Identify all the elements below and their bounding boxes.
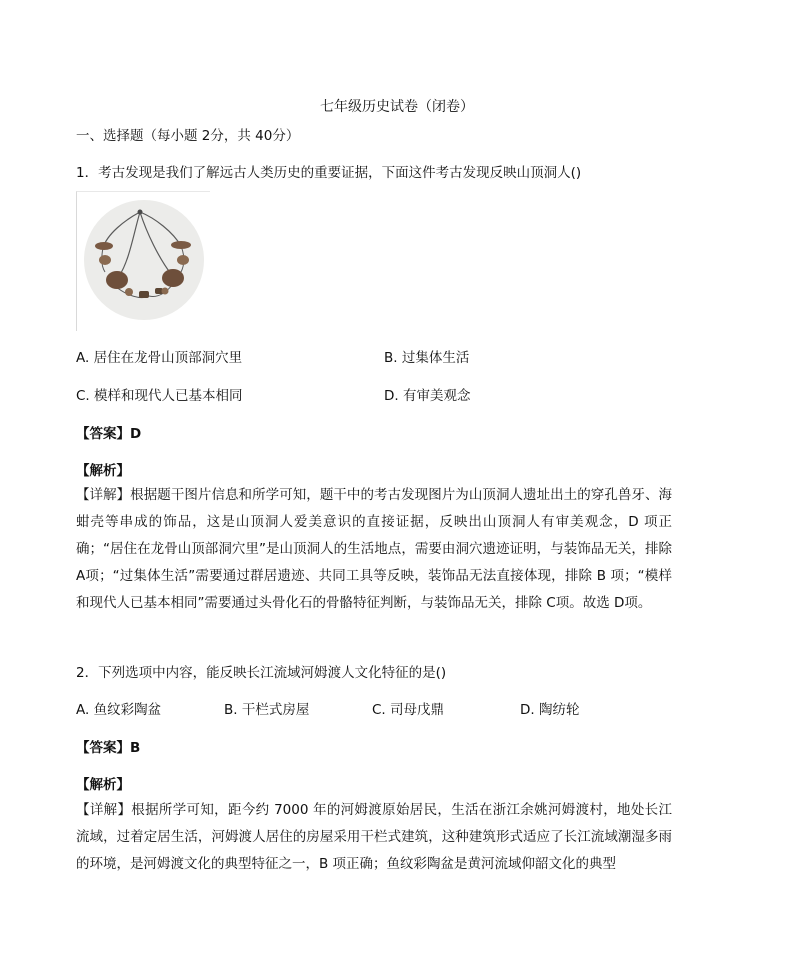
question-1-stem: 1．考古发现是我们了解远古人类历史的重要证据，下面这件考古发现反映山顶洞人() xyxy=(76,165,582,181)
question-2-analysis-label: 【解析】 xyxy=(76,777,130,793)
question-2-detail: 【详解】根据所学可知，距今约 7000 年的河姆渡原始居民，生活在浙江余姚河姆渡村，地处长江流域，过着定居生活，河姆渡人居住的房屋采用干栏式建筑，这种建筑形式适应了长江流域潮湿多雨的环境，是河姆渡文化的典型特征之一，B 项正确；鱼纹彩陶盆是黄河流域仰韶文化的典型 xyxy=(76,802,672,872)
shell-ornament-image xyxy=(77,192,210,331)
section-heading: 一、选择题（每小题 2分，共 40分） xyxy=(76,128,300,144)
question-1-option-b: B. 过集体生活 xyxy=(384,350,470,366)
question-2-answer: 【答案】B xyxy=(76,740,141,756)
question-1-analysis-label: 【解析】 xyxy=(76,463,130,479)
question-2-stem: 2．下列选项中内容，能反映长江流域河姆渡人文化特征的是() xyxy=(76,665,447,681)
question-1-option-d: D. 有审美观念 xyxy=(384,388,471,404)
question-2-option-c: C. 司母戊鼎 xyxy=(372,702,445,718)
document-title: 七年级历史试卷（闭卷） xyxy=(320,99,474,115)
question-2-option-d: D. 陶纺轮 xyxy=(520,702,580,718)
question-1-option-a: A. 居住在龙骨山顶部洞穴里 xyxy=(76,350,243,366)
question-1-detail: 【详解】根据题干图片信息和所学可知，题干中的考古发现图片为山顶洞人遗址出土的穿孔兽牙、海蚶壳等串成的饰品，这是山顶洞人爱美意识的直接证据，反映出山顶洞人有审美观念，D 项正确；“居住在龙骨山顶部洞穴里”是山顶洞人的生活地点，需要由洞穴遗迹证明，与装饰品无关，排除 A项；“过集体生活”需要通过群居遗迹、共同工具等反映，装饰品无法直接体现，排除 B 项；“模样和现代人已基本相同”需要通过头骨化石的骨骼特征判断，与装饰品无关，排除 C项。故选 D项。 xyxy=(76,487,672,611)
question-2-option-b: B. 干栏式房屋 xyxy=(224,702,310,718)
question-1-figure xyxy=(76,191,210,331)
question-1-answer: 【答案】D xyxy=(76,426,142,442)
question-1-option-c: C. 模样和现代人已基本相同 xyxy=(76,388,243,404)
question-2-option-a: A. 鱼纹彩陶盆 xyxy=(76,702,162,718)
